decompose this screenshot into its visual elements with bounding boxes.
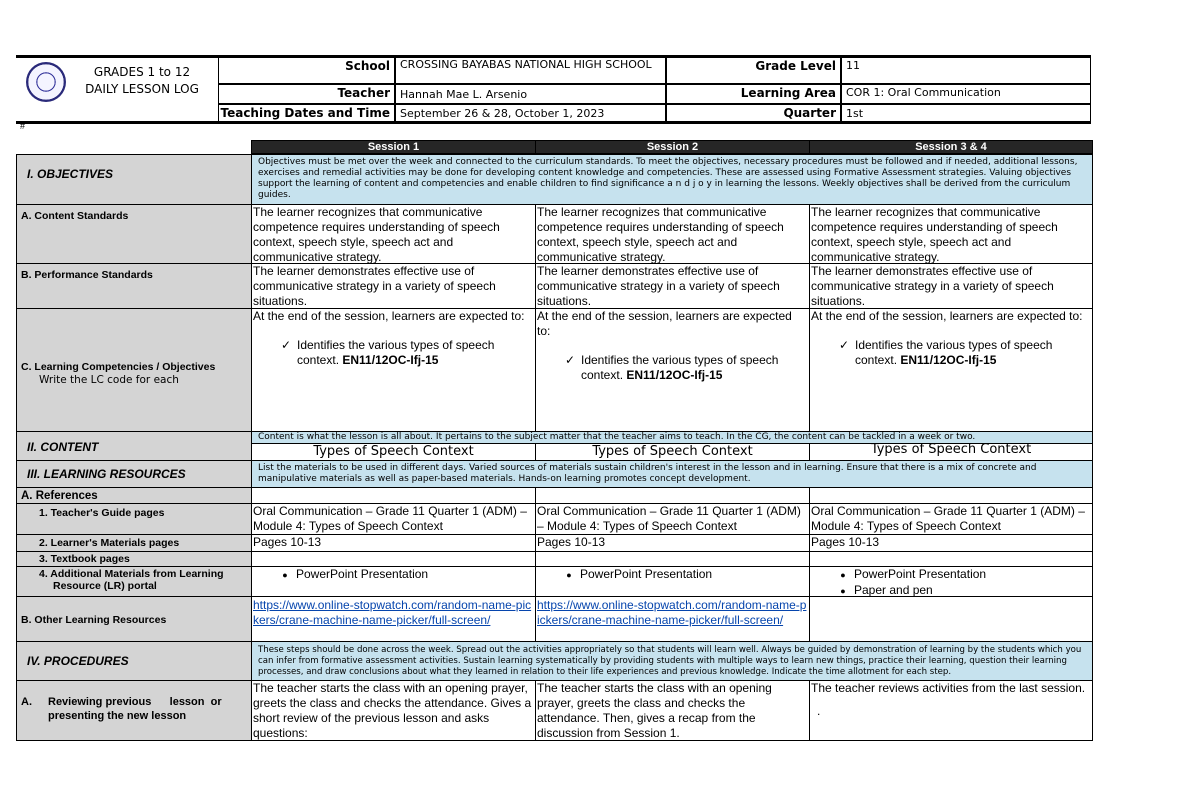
lr-portal-s2 [535,566,810,597]
grade-level-value: 11 [841,57,1091,84]
competency-item: Identifies the various types of speech context. [297,338,495,367]
bullet-icon: ● [840,586,846,596]
learning-area-label: Learning Area [666,84,841,104]
bullet-icon: ● [282,570,288,580]
bullet-icon: ● [840,570,846,580]
competencies-s1 [251,308,536,432]
competency-code: EN11/12OC-Ifj-15 [626,368,723,382]
learners-materials-s2: Pages 10-13 [535,534,810,552]
teaching-dates-value: September 26 & 28, October 1, 2023 [395,104,666,122]
content-standards-label: A. Content Standards [16,204,252,264]
competencies-intro: At the end of the session, learners are expected to: [537,309,792,338]
learning-area-value: COR 1: Oral Communication [841,84,1091,104]
teacher-label: Teacher [218,84,395,104]
competencies-intro: At the end of the session, learners are expected to: [253,309,525,323]
content-topic-s1: Types of Speech Context [251,443,536,461]
checkmark-icon: ✓ [564,353,576,367]
review-s3 [809,680,1093,741]
references-s3 [809,487,1093,504]
checkmark-icon: ✓ [838,338,850,352]
content-standards-s1: The learner recognizes that communicative competence requires understanding of speech context, speech style, speech act and communicative strategy. [251,204,536,264]
content-topic-s3: Types of Speech Context [809,443,1093,461]
competencies-label-text: C. Learning Competencies / Objectives [21,361,216,373]
procedures-note: These steps should be done across the week. Spread out the activities appropriately so that students will learn well. Always be guided by demonstration of learning by the students which you can infer from formative assessment activities. Sustain learning systematically by providing students with multiple ways to learn new things, practice their learning, question their learning processes, and draw conclusions about what they learned in relation to their life experiences and previous knowledge. Indicate the time allotment for each step. [251,641,1093,681]
teachers-guide-s1: Oral Communication – Grade 11 Quarter 1 (ADM) – Module 4: Types of Speech Context [251,503,536,535]
review-label-line1: Reviewing previous lesson or [48,696,222,708]
other-resources-s2 [535,596,810,642]
quarter-label: Quarter [666,104,841,122]
other-resources-s1 [251,596,536,642]
lr-portal-s3 [809,566,1093,597]
session-1-header: Session 1 [251,140,536,154]
lr-item-paper-pen: Paper and pen [854,583,933,597]
school-value: CROSSING BAYABAS NATIONAL HIGH SCHOOL [395,57,666,84]
session-2-header: Session 2 [535,140,810,154]
grade-level-label: Grade Level [666,57,841,84]
textbook-label: 3. Textbook pages [16,551,252,567]
performance-standards-s1: The learner demonstrates effective use of communicative strategy in a variety of speech situations. [251,263,536,309]
review-label-line2: presenting the new lesson [48,710,187,722]
form-title-line2: DAILY LESSON LOG [85,82,199,96]
review-letter: A. [21,696,32,708]
form-title [72,64,212,98]
references-s2 [535,487,810,504]
lr-portal-label-line2: Resource (LR) portal [53,580,157,592]
header-bottom-rule [16,121,1091,124]
other-resources-s3 [809,596,1093,642]
performance-standards-s2: The learner demonstrates effective use of communicative strategy in a variety of speech situations. [535,263,810,309]
teachers-guide-label: 1. Teacher's Guide pages [16,503,252,535]
teaching-dates-label: Teaching Dates and Time [218,104,395,122]
resources-heading: III. LEARNING RESOURCES [16,460,252,488]
review-s2: The teacher starts the class with an opening prayer, greets the class and checks the attendance. Then, gives a recap from the discussion from Session 1. [535,680,810,741]
lr-portal-s1 [251,566,536,597]
lr-portal-label [16,566,252,597]
competency-code: EN11/12OC-Ifj-15 [342,353,439,367]
resources-note: List the materials to be used in different days. Varied sources of materials sustain children's interest in the lesson and in learning. Ensure that there is a mix of concrete and manipulative materials as well as paper-based materials. Hands-on learning promotes concept development. [251,460,1093,488]
lr-item-powerpoint: PowerPoint Presentation [854,567,987,581]
review-s1: The teacher starts the class with an opening prayer, greets the class and checks the attendance. Gives a short review of the previous lesson and asks questions: [251,680,536,741]
teacher-value: Hannah Mae L. Arsenio [395,84,666,104]
lr-item-powerpoint: PowerPoint Presentation [296,567,429,581]
learners-materials-label: 2. Learner's Materials pages [16,534,252,552]
performance-standards-s3: The learner demonstrates effective use of communicative strategy in a variety of speech situations. [809,263,1093,309]
performance-standards-label: B. Performance Standards [16,263,252,309]
other-resources-label: B. Other Learning Resources [16,596,252,642]
quarter-value: 1st [841,104,1091,122]
bullet-icon: ● [566,570,572,580]
competencies-sublabel: Write the LC code for each [39,374,179,386]
references-s1 [251,487,536,504]
content-heading: II. CONTENT [16,431,252,461]
competency-code: EN11/12OC-Ifj-15 [900,353,997,367]
deped-seal-icon [26,62,66,102]
objectives-note: Objectives must be met over the week and connected to the curriculum standards. To meet the objectives, necessary procedures must be followed and if needed, additional lessons, exercises and remedial activities may be done for developing content knowledge and competencies. These are assessed using Formative Assessment strategies. Valuing objectives support the learning of content and competencies and enable children to find significance a n d j o y in learning the lessons. Weekly objectives shall be derived from the curriculum guides. [251,154,1093,205]
review-s3-dot: . [817,704,821,718]
review-s3-text: The teacher reviews activities from the last session. [811,681,1086,695]
content-note: Content is what the lesson is all about. It pertains to the subject matter that the teacher aims to teach. In the CG, the content can be tackled in a week or two. [251,431,1093,444]
lr-portal-label-line1: 4. Additional Materials from Learning [39,568,224,580]
stray-mark: # [20,121,26,131]
learners-materials-s3: Pages 10-13 [809,534,1093,552]
teachers-guide-s2: Oral Communication – Grade 11 Quarter 1 (ADM) – Module 4: Types of Speech Context [535,503,810,535]
textbook-s2 [535,551,810,567]
crane-machine-picker-link[interactable]: https://www.online-stopwatch.com/random-name-pickers/crane-machine-name-picker/full-screen/ [253,598,532,627]
content-standards-s3: The learner recognizes that communicative competence requires understanding of speech context, speech style, speech act and communicative strategy. [809,204,1093,264]
textbook-s3 [809,551,1093,567]
learners-materials-s1: Pages 10-13 [251,534,536,552]
form-title-line1: GRADES 1 to 12 [93,65,191,79]
references-label: A. References [16,487,252,504]
competency-item: Identifies the various types of speech context. [855,338,1053,367]
content-standards-s2: The learner recognizes that communicative competence requires understanding of speech context, speech style, speech act and communicative strategy. [535,204,810,264]
competencies-s3 [809,308,1093,432]
objectives-heading: I. OBJECTIVES [16,154,252,205]
crane-machine-picker-link[interactable]: https://www.online-stopwatch.com/random-name-pickers/crane-machine-name-picker/full-screen/ [537,598,807,627]
session-3-header: Session 3 & 4 [809,140,1093,154]
teachers-guide-s3: Oral Communication – Grade 11 Quarter 1 (ADM) – Module 4: Types of Speech Context [809,503,1093,535]
checkmark-icon: ✓ [280,338,292,352]
textbook-s1 [251,551,536,567]
competencies-label [16,308,252,432]
lr-item-powerpoint: PowerPoint Presentation [580,567,713,581]
school-label: School [218,57,395,84]
competencies-intro: At the end of the session, learners are expected to: [811,309,1083,323]
competencies-s2 [535,308,810,432]
competency-item: Identifies the various types of speech context. [581,353,779,382]
review-label [16,680,252,741]
content-topic-s2: Types of Speech Context [535,443,810,461]
procedures-heading: IV. PROCEDURES [16,641,252,681]
